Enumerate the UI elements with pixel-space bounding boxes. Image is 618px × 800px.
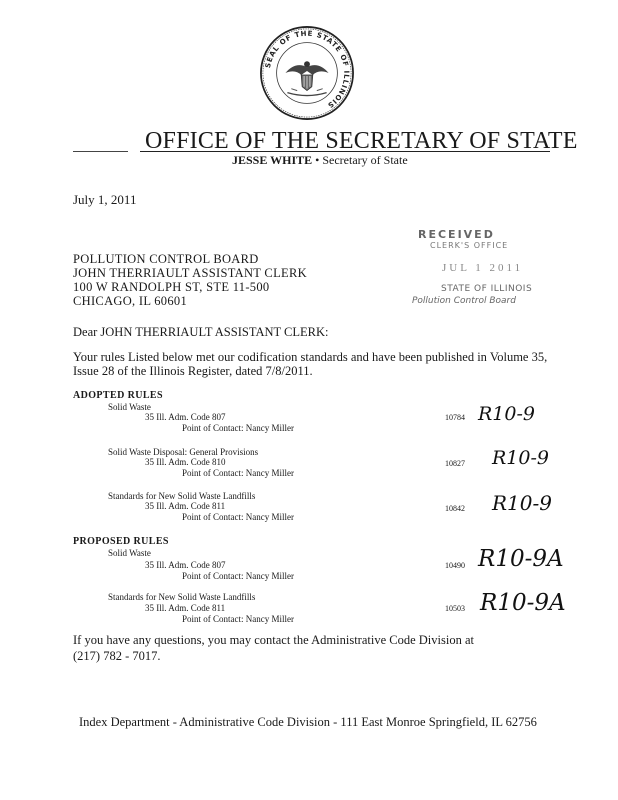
rule-contact: Point of Contact: Nancy Miller xyxy=(182,423,294,433)
phone-number: (217) 782 - 7017. xyxy=(73,649,161,663)
rule-page-number: 10842 xyxy=(445,504,465,513)
secretary-name: JESSE WHITE xyxy=(232,153,313,167)
rule-page-number: 10827 xyxy=(445,459,465,468)
handwritten-note: R10-9 xyxy=(478,403,535,425)
closing-text: If you have any questions, you may contact the Administrative Code Division at xyxy=(73,633,474,647)
header-divider-left xyxy=(73,151,128,152)
address-line: 100 W RANDOLPH ST, STE 11-500 xyxy=(73,280,270,294)
adopted-rules-heading: ADOPTED RULES xyxy=(73,390,163,401)
salutation: Dear JOHN THERRIAULT ASSISTANT CLERK: xyxy=(73,325,329,339)
rule-code: 35 Ill. Adm. Code 807 xyxy=(145,560,226,570)
handwritten-note: R10-9A xyxy=(480,590,566,616)
rule-contact: Point of Contact: Nancy Miller xyxy=(182,512,294,522)
secretary-line xyxy=(232,153,408,168)
address-line: POLLUTION CONTROL BOARD xyxy=(73,252,259,266)
rule-title: Standards for New Solid Waste Landfills xyxy=(108,592,256,602)
handwritten-note: R10-9 xyxy=(492,491,552,515)
rule-title: Standards for New Solid Waste Landfills xyxy=(108,491,256,501)
address-line: JOHN THERRIAULT ASSISTANT CLERK xyxy=(73,266,307,280)
received-stamp: RECEIVED xyxy=(418,228,495,241)
rule-page-number: 10503 xyxy=(445,604,465,613)
received-stamp-date: JUL 1 2011 xyxy=(442,262,524,274)
body-text: Issue 28 of the Illinois Register, dated 7/8/2011. xyxy=(73,364,313,378)
rule-contact: Point of Contact: Nancy Miller xyxy=(182,468,294,478)
handwritten-note: R10-9 xyxy=(492,447,549,469)
address-line: CHICAGO, IL 60601 xyxy=(73,294,188,308)
rule-contact: Point of Contact: Nancy Miller xyxy=(182,614,294,624)
rule-code: 35 Ill. Adm. Code 811 xyxy=(145,603,226,613)
rule-contact: Point of Contact: Nancy Miller xyxy=(182,571,294,581)
bullet-separator: • xyxy=(315,153,320,167)
footer-address: Index Department - Administrative Code Division - 111 East Monroe Springfield, IL 62756 xyxy=(79,715,537,729)
received-stamp-board: Pollution Control Board xyxy=(412,296,516,306)
body-text: Your rules Listed below met our codification standards and have been published in Volume 35, xyxy=(73,350,548,364)
header-divider xyxy=(140,151,550,152)
office-title: OFFICE OF THE SECRETARY OF STATE xyxy=(145,128,578,154)
received-stamp-state: STATE OF ILLINOIS xyxy=(441,284,533,294)
rule-code: 35 Ill. Adm. Code 811 xyxy=(145,501,226,511)
rule-title: Solid Waste xyxy=(108,402,151,412)
rule-page-number: 10784 xyxy=(445,413,465,422)
rule-title: Solid Waste xyxy=(108,548,151,558)
rule-code: 35 Ill. Adm. Code 807 xyxy=(145,412,226,422)
secretary-role: Secretary of State xyxy=(322,153,408,167)
letter-date: July 1, 2011 xyxy=(73,192,137,207)
rule-code: 35 Ill. Adm. Code 810 xyxy=(145,457,226,467)
received-stamp-office: CLERK'S OFFICE xyxy=(430,241,509,250)
state-seal xyxy=(258,24,356,122)
rule-title: Solid Waste Disposal: General Provisions xyxy=(108,447,259,457)
seal-text: SEAL OF THE STATE OF ILLINOIS xyxy=(263,28,352,111)
rule-page-number: 10490 xyxy=(445,561,465,570)
handwritten-note: R10-9A xyxy=(478,546,564,572)
proposed-rules-heading: PROPOSED RULES xyxy=(73,536,169,547)
